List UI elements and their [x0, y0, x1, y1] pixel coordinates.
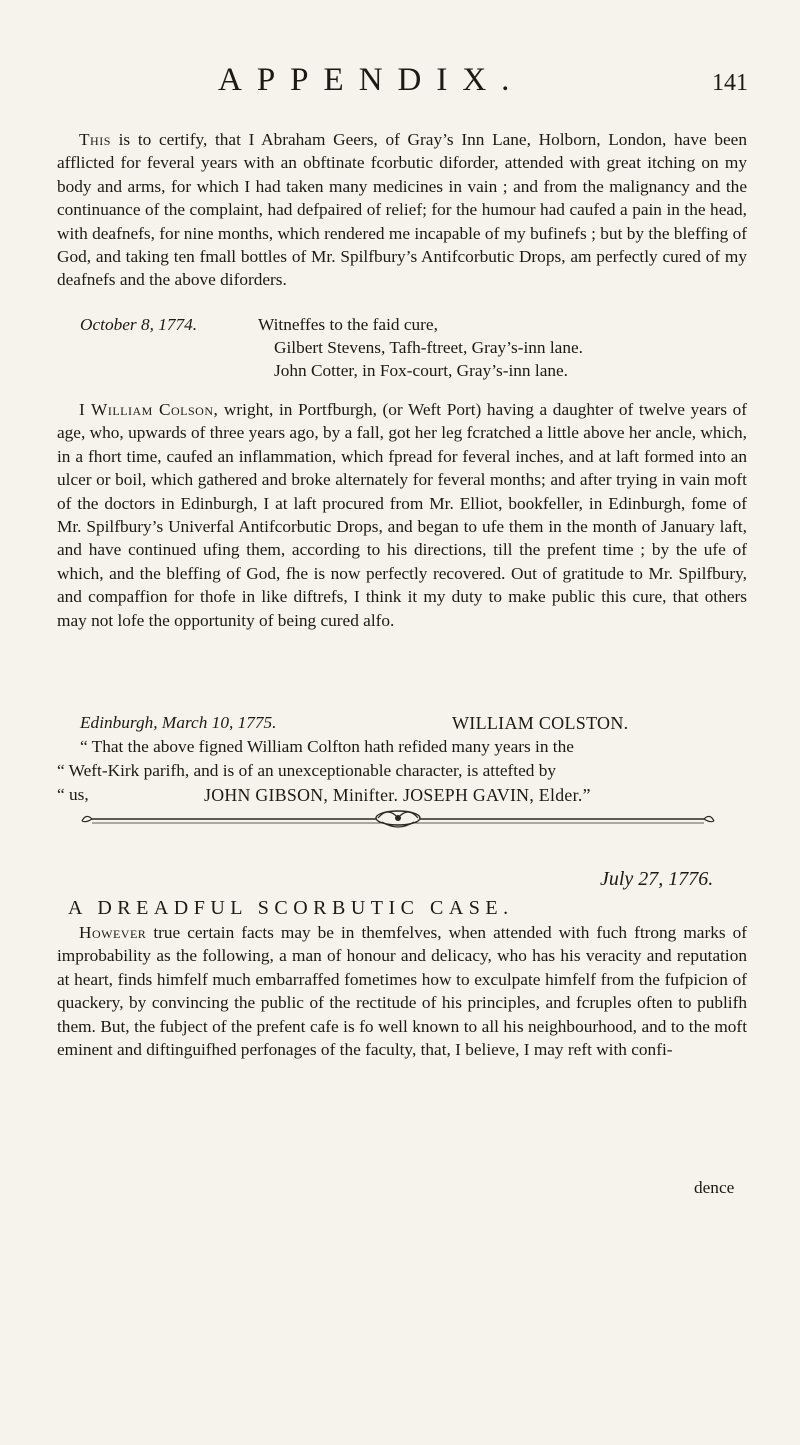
- case-date: July 27, 1776.: [600, 868, 714, 890]
- certificate-colston-paragraph: [57, 398, 747, 632]
- attestation-line: “ Weft-Kirk parifh, and is of an unexceptionable character, is attefted by: [57, 761, 557, 780]
- witness-line: John Cotter, in Fox-court, Gray’s-inn lane.: [274, 361, 568, 380]
- witness-intro: Witneffes to the faid cure,: [258, 315, 438, 334]
- case-body: [57, 921, 747, 1061]
- running-head: [0, 62, 800, 112]
- running-title: APPENDIX.: [218, 62, 525, 98]
- certificate-colston: [57, 398, 747, 632]
- ornamental-rule: [78, 806, 718, 836]
- paragraph-lead: However: [79, 923, 147, 942]
- case-title: A DREADFUL SCORBUTIC CASE.: [68, 897, 514, 919]
- certificate-geers: [57, 128, 747, 292]
- colston-place-date: Edinburgh, March 10, 1775.: [80, 713, 277, 732]
- attestation-line: “ us,: [57, 785, 89, 804]
- witness-line: Gilbert Stevens, Tafh-ftreet, Gray’s-inn lane.: [274, 338, 583, 357]
- paragraph-text: true certain facts may be in themfelves, when attended with fuch ftrong marks of improbability as the following, a man of honour and delicacy, who has his veracity and reputation at heart, finds himfelf much embarraffed fometimes how to exculpate himfelf from the fufpicion of quackery, by convincing the public of the rectitude of his principles, and fcruples often to publifh them. But, the fubject of the prefent cafe is fo well known to all his neighbourhood, and to the moft eminent and diftinguifhed perfonages of the faculty, that, I believe, I may reft with confi-: [57, 923, 747, 1060]
- paragraph-lead: I William Colson,: [79, 400, 219, 419]
- attestation-line: “ That the above figned William Colfton hath refided many years in the: [80, 737, 574, 756]
- case-paragraph: [57, 921, 747, 1061]
- paragraph-lead: This: [79, 130, 111, 149]
- ornament-rule-graphic: [78, 806, 718, 836]
- attestation-signatories: JOHN GIBSON, Minifter. JOSEPH GAVIN, Elder.”: [204, 785, 591, 805]
- paragraph-text: wright, in Portfburgh, (or Weft Port) having a daughter of twelve years of age, who, upwards of three years ago, by a fall, got her leg fcratched a little above her ancle, which, in a fhort time, caufed an inflammation, which fpread for feveral inches, and at laft formed into an ulcer or boil, which gathered and broke alternately for feveral months; and after trying in vain moft of the doctors in Edinburgh, I at laft procured from Mr. Elliot, bookfeller, in Edinburgh, fome of Mr. Spilfbury’s Univerfal Antifcorbutic Drops, and began to ufe them in the month of January laft, and have continued ufing them, according to his directions, till the prefent time ; by the ufe of which, and the bleffing of God, fhe is now perfectly recovered. Out of gratitude to Mr. Spilfbury, and compaffion for thofe in like diftrefs, I think it my duty to make public this cure, that others may not lofe the opportunity of being cured alfo.: [57, 400, 748, 630]
- page-number: 141: [712, 70, 748, 96]
- paragraph-text: is to certify, that I Abraham Geers, of Gray’s Inn Lane, Holborn, London, have been afflicted for feveral years with an obftinate fcorbutic diforder, attended with great itching on my body and arms, for which I had taken many medicines in vain ; and from the malignancy and the continuance of the complaint, had defpaired of relief; for the humour had caufed a pain in the head, with deafnefs, for nine months, which rendered me incapable of my bufinefs ; but by the bleffing of God, and taking ten fmall bottles of Mr. Spilfbury’s Antifcorbutic Drops, am perfectly cured of my deafnefs and the above diforders.: [57, 130, 747, 290]
- certificate-geers-paragraph: [57, 128, 747, 292]
- geers-date: October 8, 1774.: [80, 315, 198, 334]
- catchword: dence: [694, 1178, 735, 1197]
- colston-signature: WILLIAM COLSTON.: [452, 713, 629, 733]
